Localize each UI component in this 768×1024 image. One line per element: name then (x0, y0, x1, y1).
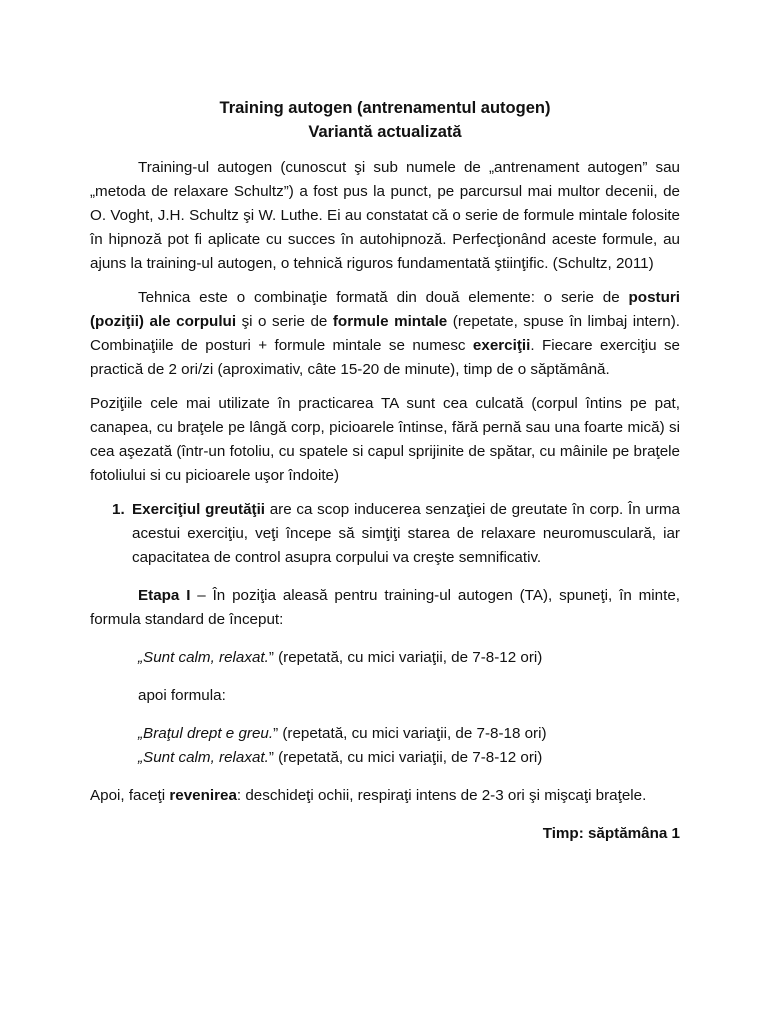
formula-line-3 (90, 746, 680, 770)
exercise-description (132, 498, 680, 570)
list-number: 1. (112, 501, 125, 518)
text-span: şi o serie de (236, 313, 333, 330)
text-span: (repetate, spuse în limbaj intern). Combinaţiile de posturi + formule mintale se numesc (90, 313, 681, 354)
formula-text: „Sunt calm, relaxat. (138, 749, 269, 766)
exercise-list-item (90, 498, 680, 570)
text-span: ” (repetată, cu mici variaţii, de 7-8-12 ori) (268, 649, 543, 666)
formula-text: „Sunt calm, relaxat. (138, 649, 269, 666)
text-span: . Fiecare exerciţiu se practică de 2 ori/zi (aproximativ, câte 15-20 de minute), timp de o săptămână. (90, 337, 680, 378)
positions-paragraph: Poziţiile cele mai utilizate în practicarea TA sunt cea culcată (corpul întins pe pat, canapea, cu braţele pe lângă corp, picioarele întinse, fără pernă sau una foarte mică) si cea aşezată (într-un fotoliu, cu spatele si capul sprijinite de spătar, cu mâinile pe braţele fotoliului si cu picioarele uşor îndoite) (90, 395, 680, 484)
time-text: Timp: săptămâna 1 (542, 825, 680, 842)
bold-term-formulas: formule mintale (332, 313, 448, 330)
revenire-paragraph (90, 784, 680, 808)
exercise-name: Exerciţiul greutăţii (132, 501, 266, 518)
technique-paragraph (90, 286, 680, 382)
text-span: : deschideţi ochii, respiraţi intens de 2-3 ori şi mişcaţi braţele. (236, 787, 647, 804)
bold-term-postures: posturi (poziţii) ale corpului (90, 289, 680, 330)
text-span: are ca scop inducerea senzaţiei de greutate în corp. În urma acestui exerciţiu, veţi începe să simţiţi starea de relaxare neuromusculară, iar capacitatea de control asupra corpului va creşte semnificativ. (132, 501, 680, 566)
bold-term-revenire: revenirea (169, 787, 237, 804)
document-subtitle: Variantă actualizată (308, 123, 462, 141)
text-span: ” (repetată, cu mici variaţii, de 7-8-18 ori) (273, 725, 547, 742)
etapa-label: Etapa I (138, 587, 191, 604)
apoi-line: apoi formula: (138, 687, 226, 704)
text-span: – În poziţia aleasă pentru training-ul autogen (TA), spuneţi, în minte, formula standard de început: (90, 587, 680, 628)
text-span: ” (repetată, cu mici variaţii, de 7-8-12 ori) (268, 749, 543, 766)
text-span: Tehnica este o combinaţie formată din două elemente: o serie de (138, 289, 629, 306)
formula-line-1 (90, 646, 680, 670)
intro-paragraph: Training-ul autogen (cunoscut şi sub numele de „antrenament autogen” sau „metoda de relaxare Schultz”) a fost pus la punct, pe parcursul mai multor decenii, de O. Voght, J.H. Schultz şi W. Luthe. Ei au constatat că o serie de formule mintale folosite în hipnoză pot fi aplicate cu succes în autohipnoză. Perfecţionând aceste formule, au ajuns la training-ul autogen, o tehnică riguros fundamentată ştiinţific. (Schultz, 2011) (90, 159, 680, 272)
bold-term-exercises: exerciţii (472, 337, 531, 354)
document-title: Training autogen (antrenamentul autogen) (219, 99, 551, 117)
formula-line-2 (90, 722, 680, 746)
text-span: Apoi, faceţi (90, 787, 170, 804)
time-label (90, 822, 680, 846)
formula-text: „Braţul drept e greu. (138, 725, 274, 742)
etapa-paragraph (90, 584, 680, 632)
